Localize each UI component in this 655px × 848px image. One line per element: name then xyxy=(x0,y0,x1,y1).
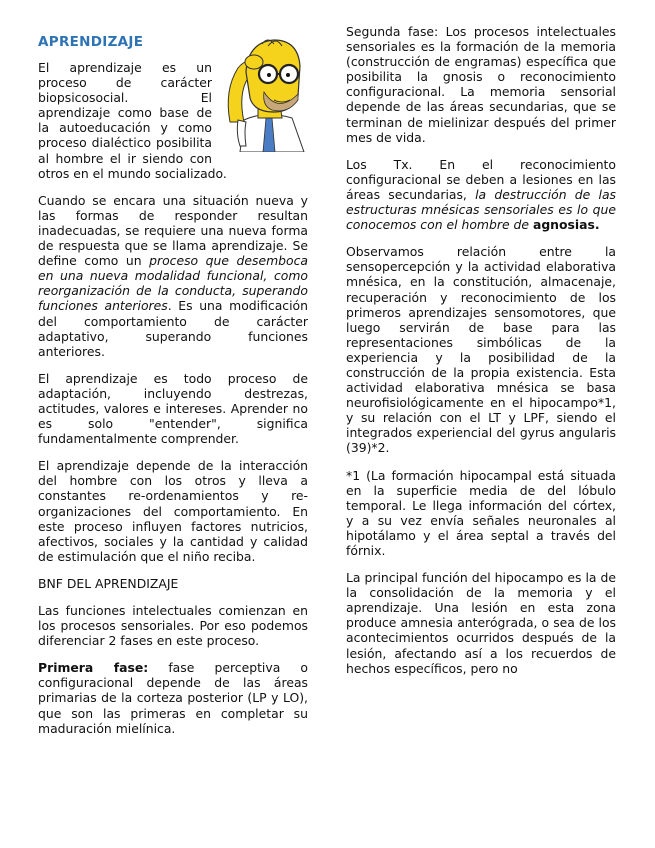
footnote-hippocampus: *1 (La formación hipocampal está situada en la superficie media de del lóbulo temporal. Le llega información del córtex, y a su vez envía señales neuronales al hipotálamo y el área septal a través del fórnix. xyxy=(346,467,616,558)
paragraph-definition-start: Cuando se encara una situación nueva y las formas de responder resultan inadecuadas, se requiere una nueva forma de respuesta que se llama aprendizaje. Se define como un xyxy=(38,192,308,269)
paragraph-hippocampus-function: La principal función del hipocampo es la de la consolidación de la memoria y el aprendizaje. Una lesión en esta zona produce amnesia anterógrada, o sea de los acontecimientos ocurridos después de la lesión, afectando así a los recuerdos de hechos específicos, pero no xyxy=(346,570,616,676)
paragraph-second-phase: Segunda fase: Los procesos intelectuales sensoriales es la formación de la memoria (construcción de engramas) específica que posibilita la gnosis o reconocimiento configuracional. La memoria sensorial depende de las áreas secundarias, que se terminan de mielinizar después del primer mes de vida. xyxy=(346,24,616,145)
agnosias-emphasis: la destrucción de las estructuras mnésicas sensoriales es lo que conocemos con el hombre de xyxy=(346,186,616,233)
cartoon-thinking-illustration xyxy=(218,34,314,152)
cartoon-character-icon xyxy=(218,34,314,152)
first-phase-label: Primera fase: xyxy=(38,660,149,676)
agnosias-term: agnosias. xyxy=(532,217,600,233)
paragraph-interaction: El aprendizaje depende de la interacción del hombre con los otros y lleva a constantes re-ordenamientos y re-organizaciones del comportamiento. En este proceso influyen factores nutricios, afectivos, sociales y la cantidad y calidad de estimulación que el niño reciba. xyxy=(38,458,308,564)
left-column xyxy=(38,24,308,748)
paragraph-agnosias xyxy=(346,157,616,232)
first-phase-text: fase perceptiva o configuracional depende de las áreas primarias de la corteza posterior (LP y LO), que son las primeras en completar su maduración mielínica. xyxy=(38,660,308,736)
paragraph-adaptation: El aprendizaje es todo proceso de adaptación, incluyendo destrezas, actitudes, valores e intereses. Aprender no es solo "entender", significa fundamentalmente comprender. xyxy=(38,370,308,447)
paragraph-sensoperception: Observamos relación entre la sensopercepción y la actividad elaborativa mnésica, en la constitución, almacenaje, recuperación y reconocimiento de los primeros aprendizajes sensomotores, que luego servirán de base para las representaciones simbólicas de la experiencia y la posibilidad de la construcción de la propia existencia. Esta actividad elaborativa mnésica se basa neurofisiológicamente en el hipocampo*1, y su relación con el LT y LPF, siendo el integrados experiencial del gyrus angularis (39)*2. xyxy=(346,244,616,456)
paragraph-definition-end: . Es una modificación del comportamiento de carácter adaptativo, superando funciones anteriores. xyxy=(38,298,308,359)
paragraph-sensory: Las funciones intelectuales comienzan en los procesos sensoriales. Por eso podemos diferenciar 2 fases en este proceso. xyxy=(38,603,308,649)
page-title: APRENDIZAJE xyxy=(38,34,144,50)
agnosias-start: Los Tx. En el reconocimiento configuracional se deben a lesiones en las áreas secundarias, xyxy=(346,156,616,202)
paragraph-intro: El aprendizaje es un proceso de carácter biopsicosocial. El aprendizaje como base de la autoeducación y como proceso dialéctico posibilita al hombre el ir siendo con otros en el mundo socializado. xyxy=(38,60,227,181)
right-column xyxy=(346,24,616,688)
paragraph-definition-emphasis: proceso que desemboca en una nueva modalidad funcional, como reorganización de la conducta, superando funciones anteriores xyxy=(38,253,309,314)
paragraph-first-phase xyxy=(38,660,308,735)
section-heading-bnf: BNF DEL APRENDIZAJE xyxy=(38,575,179,591)
paragraph-definition xyxy=(38,193,308,359)
